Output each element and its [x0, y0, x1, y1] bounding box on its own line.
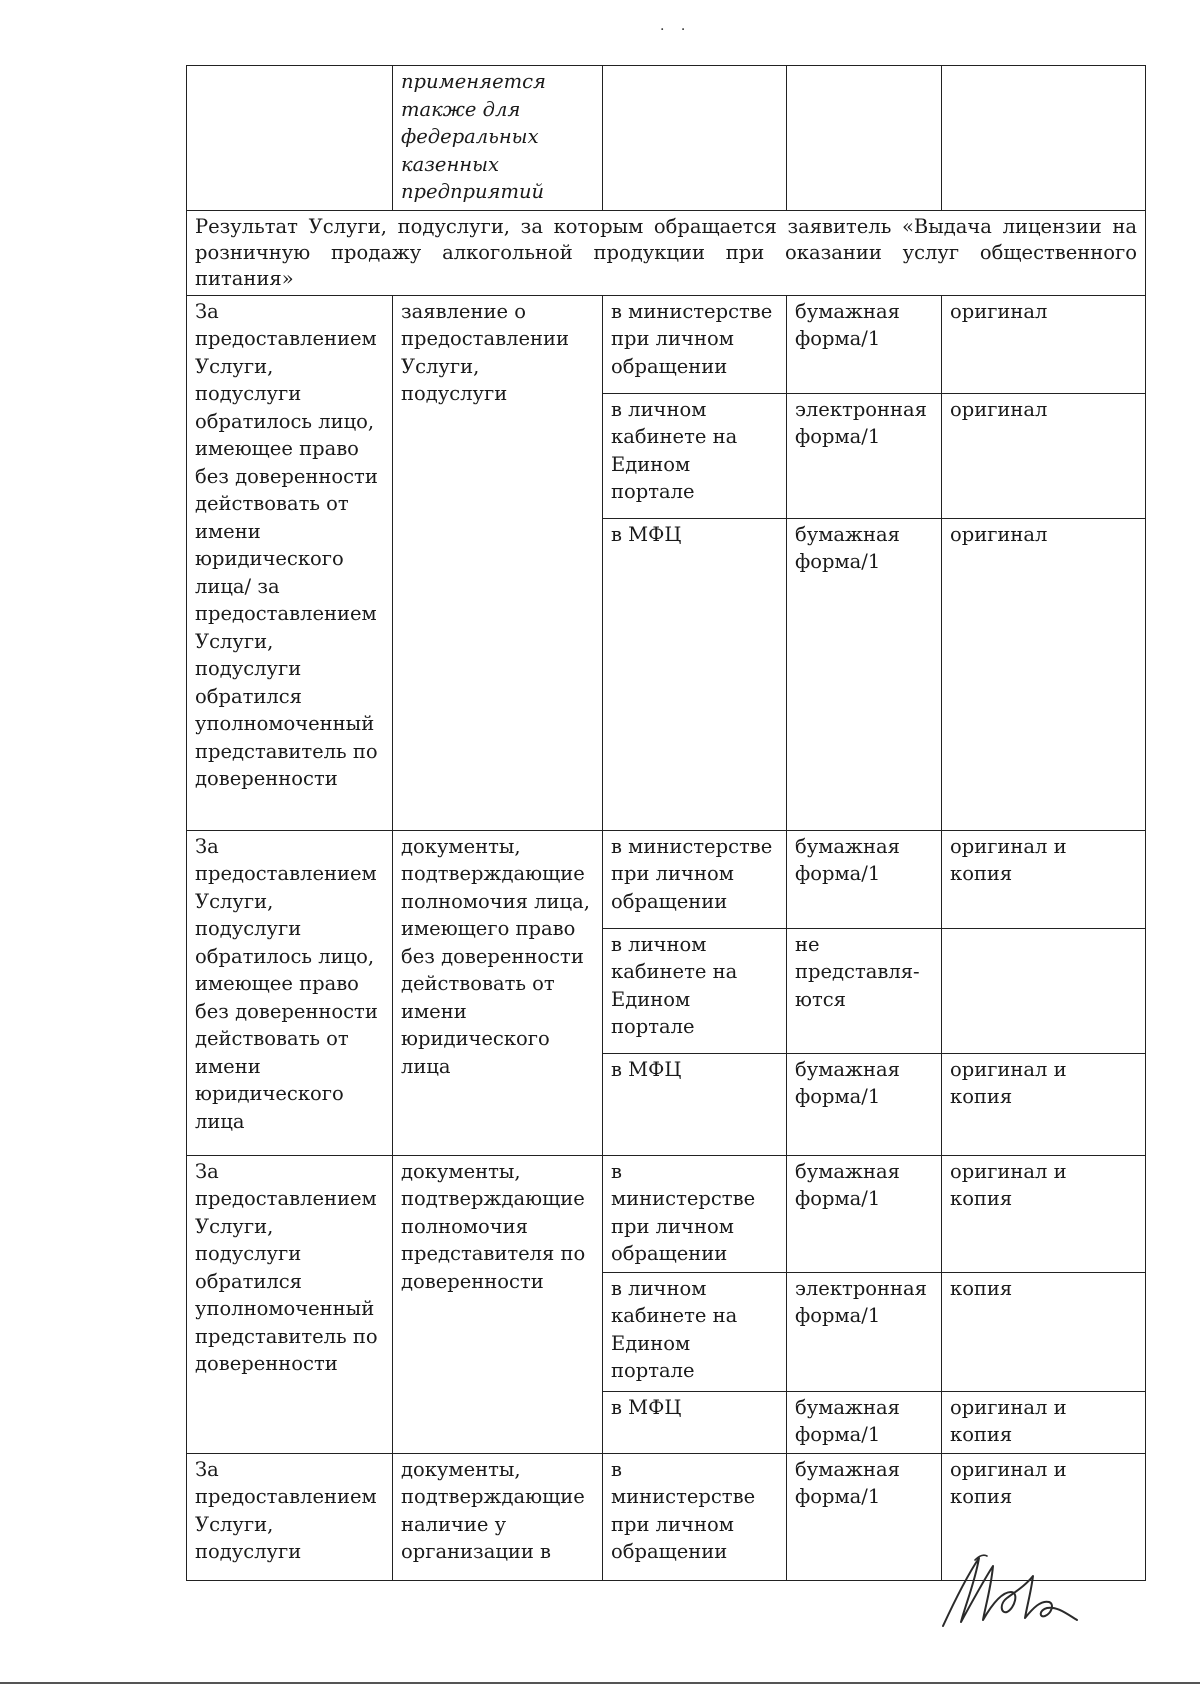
table-cell: [942, 66, 1146, 211]
page-mark: · ·: [660, 22, 692, 38]
table-row: [187, 210, 1146, 295]
table-cell: применяется также для федеральных казенных предприятий: [393, 66, 603, 211]
table-row: [187, 830, 1146, 928]
place-cell: в личном кабинете на Едином портале: [603, 928, 787, 1053]
type-cell: [942, 928, 1146, 1053]
table-row: [187, 1155, 1146, 1272]
services-table: [186, 65, 1146, 1581]
form-cell: электронная форма/1: [787, 1272, 942, 1391]
type-cell: оригинал и копия: [942, 1453, 1146, 1580]
type-cell: оригинал и копия: [942, 1391, 1146, 1453]
type-cell: оригинал и копия: [942, 1053, 1146, 1155]
applicant-cell: За предоставлением Услуги, подуслуги обратилось лицо, имеющее право без доверенности действовать от имени юридического лица: [187, 830, 393, 1155]
applicant-cell: За предоставлением Услуги, подуслуги обратилось лицо, имеющее право без доверенности действовать от имени юридического лица/ за предоставлением Услуги, подуслуги обратился уполномоченный представитель по доверенности: [187, 295, 393, 830]
form-cell: бумажная форма/1: [787, 1453, 942, 1580]
result-heading: Результат Услуги, подуслуги, за которым обращается заявитель «Выдача лицензии на розничную продажу алкогольной продукции при оказании услуг общественного питания»: [187, 210, 1146, 295]
document-cell: заявление о предоставлении Услуги, подуслуги: [393, 295, 603, 830]
place-cell: в МФЦ: [603, 1053, 787, 1155]
place-cell: в личном кабинете на Едином портале: [603, 1272, 787, 1391]
place-cell: в личном кабинете на Едином портале: [603, 393, 787, 518]
type-cell: оригинал: [942, 295, 1146, 393]
type-cell: оригинал: [942, 518, 1146, 830]
form-cell: бумажная форма/1: [787, 1391, 942, 1453]
type-cell: копия: [942, 1272, 1146, 1391]
type-cell: оригинал и копия: [942, 1155, 1146, 1272]
table-cell: [187, 66, 393, 211]
bottom-rule: [0, 1682, 1200, 1684]
type-cell: оригинал и копия: [942, 830, 1146, 928]
applicant-cell: За предоставлением Услуги, подуслуги обратился уполномоченный представитель по доверенности: [187, 1155, 393, 1453]
document-cell: документы, подтверждающие полномочия лица, имеющего право без доверенности действовать от имени юридического лица: [393, 830, 603, 1155]
table-cell: [787, 66, 942, 211]
place-cell: в министерстве при личном обращении: [603, 1453, 787, 1580]
form-cell: бумажная форма/1: [787, 1155, 942, 1272]
place-cell: в МФЦ: [603, 1391, 787, 1453]
signature-icon: [935, 1548, 1085, 1638]
document-cell: документы, подтверждающие наличие у организации в: [393, 1453, 603, 1580]
place-cell: в министерстве при личном обращении: [603, 830, 787, 928]
place-cell: в министерстве при личном обращении: [603, 1155, 787, 1272]
place-cell: в МФЦ: [603, 518, 787, 830]
table-row: [187, 295, 1146, 393]
form-cell: электронная форма/1: [787, 393, 942, 518]
table-row: [187, 66, 1146, 211]
place-cell: в министерстве при личном обращении: [603, 295, 787, 393]
form-cell: бумажная форма/1: [787, 1053, 942, 1155]
form-cell: не представля- ются: [787, 928, 942, 1053]
type-cell: оригинал: [942, 393, 1146, 518]
form-cell: бумажная форма/1: [787, 830, 942, 928]
form-cell: бумажная форма/1: [787, 295, 942, 393]
applicant-cell: За предоставлением Услуги, подуслуги: [187, 1453, 393, 1580]
form-cell: бумажная форма/1: [787, 518, 942, 830]
document-cell: документы, подтверждающие полномочия представителя по доверенности: [393, 1155, 603, 1453]
table-cell: [603, 66, 787, 211]
